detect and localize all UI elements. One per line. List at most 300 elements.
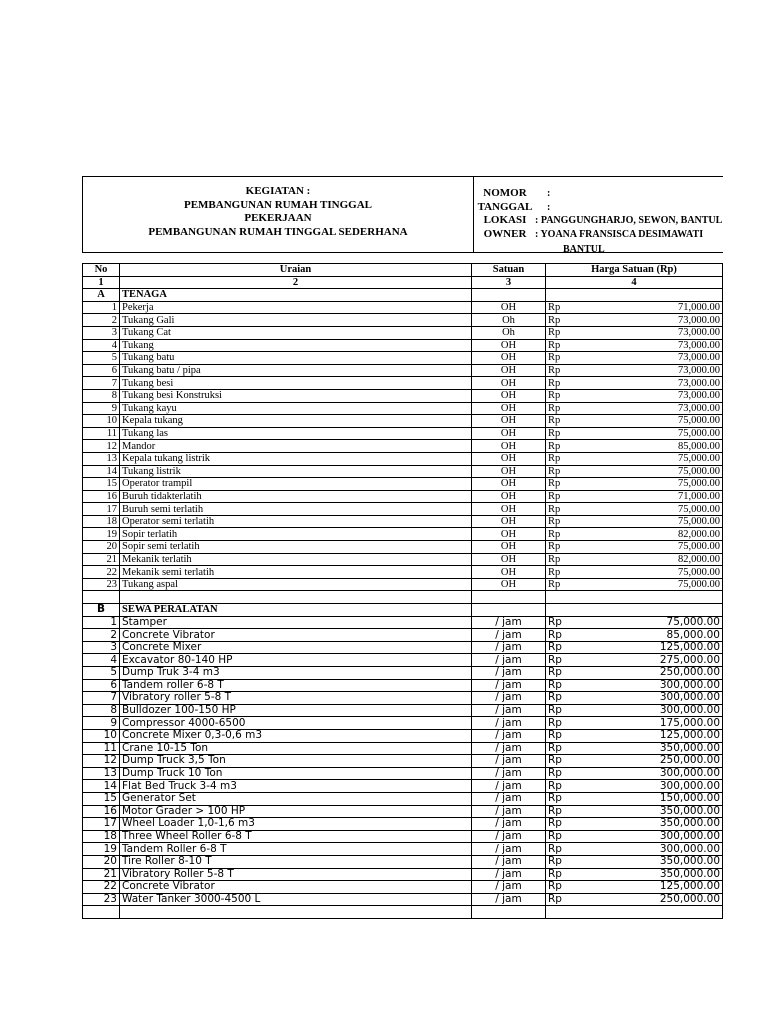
row-number: 4 [83,339,120,352]
row-harga [546,679,723,692]
currency-label: Rp [548,541,561,553]
row-satuan: / jam [472,792,546,805]
price-table [82,263,723,919]
row-harga [546,352,723,365]
row-satuan: / jam [472,868,546,881]
section-empty-satuan [472,289,546,302]
row-uraian: Tukang aspal [120,578,472,591]
price-value: 175,000.00 [659,716,720,729]
price-value: 73,000.00 [678,352,720,364]
price-value: 75,000.00 [666,616,720,628]
row-harga [546,667,723,680]
blank-row [83,906,723,919]
header-left [83,185,473,239]
row-harga [546,490,723,503]
row-uraian: Sopir semi terlatih [120,541,472,554]
row-number: 10 [83,415,120,428]
row-number: 2 [83,314,120,327]
currency-label: Rp [548,428,561,440]
price-table-body [83,264,723,919]
price-value: 75,000.00 [678,453,720,465]
row-satuan: OH [472,427,546,440]
section-title: SEWA PERALATAN [120,604,472,617]
col-no-number: 1 [83,276,120,289]
currency-label: Rp [548,691,562,704]
table-row [83,452,723,465]
price-value: 85,000.00 [666,628,720,641]
row-number: 15 [83,478,120,491]
row-satuan: OH [472,578,546,591]
row-satuan: OH [472,339,546,352]
price-value: 250,000.00 [659,754,720,767]
table-row [83,805,723,818]
row-harga [546,415,723,428]
row-harga [546,515,723,528]
row-satuan: OH [472,352,546,365]
price-value: 300,000.00 [659,704,720,717]
row-number: 13 [83,452,120,465]
row-harga [546,830,723,843]
row-satuan: / jam [472,729,546,742]
owner-value-cont: BANTUL [563,244,605,255]
section-code: A [83,289,120,302]
row-uraian: Compressor 4000-6500 [120,717,472,730]
currency-label: Rp [548,628,562,641]
table-row [83,440,723,453]
row-number: 15 [83,792,120,805]
row-number: 9 [83,717,120,730]
table-row [83,742,723,755]
currency-label: Rp [548,779,562,792]
row-satuan: / jam [472,616,546,629]
currency-label: Rp [548,415,561,427]
price-value: 85,000.00 [678,440,720,452]
currency-label: Rp [548,754,562,767]
row-harga [546,843,723,856]
owner-value: : YOANA FRANSISCA DESIMAWATI [535,228,704,240]
blank-cell [120,591,472,604]
currency-label: Rp [548,817,562,830]
row-uraian: Kepala tukang [120,415,472,428]
row-harga [546,402,723,415]
row-harga [546,868,723,881]
row-satuan: Oh [472,326,546,339]
table-row [83,818,723,831]
row-satuan: / jam [472,641,546,654]
row-satuan: / jam [472,767,546,780]
owner-row [477,228,727,242]
currency-label: Rp [548,704,562,717]
row-satuan: / jam [472,830,546,843]
table-row [83,792,723,805]
row-number: 11 [83,742,120,755]
row-number: 4 [83,654,120,667]
price-value: 300,000.00 [659,679,720,691]
table-row [83,843,723,856]
row-uraian: Tukang besi [120,377,472,390]
table-row [83,868,723,881]
table-row [83,893,723,906]
row-uraian: Wheel Loader 1,0-1,6 m3 [120,818,472,831]
row-harga [546,553,723,566]
table-row [83,881,723,894]
table-row [83,326,723,339]
row-satuan: / jam [472,692,546,705]
section-header-row [83,604,723,617]
row-uraian: Stamper [120,616,472,629]
row-number: 1 [83,616,120,629]
row-uraian: Tukang Cat [120,326,472,339]
price-value: 75,000.00 [678,428,720,440]
table-row [83,692,723,705]
tanggal-label: TANGGAL [477,200,533,213]
row-harga [546,692,723,705]
row-uraian: Concrete Mixer [120,641,472,654]
row-satuan: OH [472,452,546,465]
row-number: 14 [83,780,120,793]
row-number: 1 [83,301,120,314]
row-number: 5 [83,667,120,680]
currency-label: Rp [548,365,561,377]
currency-label: Rp [548,842,562,855]
section-header-row [83,289,723,302]
table-row [83,767,723,780]
currency-label: Rp [548,516,561,528]
kegiatan-label: KEGIATAN : [245,185,311,197]
col-no-header: No [83,264,120,277]
row-uraian: Vibratory Roller 5-8 T [120,868,472,881]
row-number: 8 [83,704,120,717]
currency-label: Rp [548,880,562,893]
blank-cell [83,906,120,919]
pekerjaan-value: PEMBANGUNAN RUMAH TINGGAL SEDERHANA [148,225,408,238]
row-uraian: Operator trampil [120,478,472,491]
row-satuan: / jam [472,654,546,667]
currency-label: Rp [548,490,561,502]
row-number: 18 [83,830,120,843]
row-harga [546,855,723,868]
nomor-label: NOMOR [483,187,527,199]
currency-label: Rp [548,742,562,754]
row-satuan: OH [472,402,546,415]
row-uraian: Mekanik terlatih [120,553,472,566]
row-harga [546,893,723,906]
table-row [83,541,723,554]
row-number: 12 [83,440,120,453]
row-number: 11 [83,427,120,440]
blank-cell [546,906,723,919]
price-value: 300,000.00 [659,691,720,704]
section-empty-harga [546,604,723,617]
section-code: B [83,604,120,617]
table-row [83,314,723,327]
currency-label: Rp [548,503,561,515]
owner-label: OWNER [483,227,527,240]
row-satuan: / jam [472,667,546,680]
header-right [477,187,727,257]
price-value: 250,000.00 [659,893,720,905]
row-satuan: / jam [472,893,546,906]
row-number: 23 [83,578,120,591]
currency-label: Rp [548,679,562,691]
row-harga [546,729,723,742]
table-row [83,402,723,415]
price-value: 250,000.00 [659,666,720,679]
table-row [83,830,723,843]
row-satuan: / jam [472,679,546,692]
kegiatan-value: PEMBANGUNAN RUMAH TINGGAL [183,198,373,211]
row-uraian: Bulldozer 100-150 HP [120,704,472,717]
row-harga [546,881,723,894]
row-number: 20 [83,541,120,554]
row-uraian: Buruh tidakterlatih [120,490,472,503]
section-title: TENAGA [120,289,472,302]
currency-label: Rp [548,339,561,351]
row-uraian: Sopir terlatih [120,528,472,541]
row-number: 6 [83,679,120,692]
price-value: 75,000.00 [678,566,720,578]
row-number: 8 [83,389,120,402]
column-number-row [83,276,723,289]
price-value: 150,000.00 [659,792,720,805]
price-value: 71,000.00 [678,302,720,314]
row-number: 22 [83,566,120,579]
table-row [83,704,723,717]
price-value: 75,000.00 [678,579,720,591]
row-uraian: Tukang batu / pipa [120,364,472,377]
lokasi-value: : PANGGUNGHARJO, SEWON, BANTUL [535,215,723,226]
currency-label: Rp [548,805,562,817]
row-harga [546,541,723,554]
row-number: 13 [83,767,120,780]
row-satuan: OH [472,515,546,528]
row-number: 19 [83,843,120,856]
row-satuan: / jam [472,818,546,831]
table-row [83,528,723,541]
row-satuan: Oh [472,314,546,327]
price-value: 125,000.00 [659,880,720,893]
table-row [83,641,723,654]
row-harga [546,780,723,793]
price-value: 73,000.00 [678,390,720,402]
row-satuan: OH [472,301,546,314]
row-harga [546,478,723,491]
row-uraian: Dump Truk 3-4 m3 [120,667,472,680]
row-uraian: Tukang Gali [120,314,472,327]
row-number: 6 [83,364,120,377]
row-uraian: Motor Grader > 100 HP [120,805,472,818]
row-number: 18 [83,515,120,528]
row-number: 10 [83,729,120,742]
row-uraian: Tandem Roller 6-8 T [120,843,472,856]
row-number: 23 [83,893,120,906]
row-satuan: / jam [472,704,546,717]
table-row [83,478,723,491]
currency-label: Rp [548,566,561,578]
currency-label: Rp [548,716,562,729]
currency-label: Rp [548,402,561,414]
price-value: 350,000.00 [659,817,720,830]
currency-label: Rp [548,302,561,314]
table-row [83,654,723,667]
row-uraian: Water Tanker 3000-4500 L [120,893,472,906]
blank-row [83,591,723,604]
table-row [83,679,723,692]
price-value: 71,000.00 [678,490,720,502]
currency-label: Rp [548,553,561,565]
price-value: 75,000.00 [678,478,720,490]
row-uraian: Concrete Vibrator [120,629,472,642]
price-value: 300,000.00 [659,830,720,843]
row-harga [546,339,723,352]
row-number: 22 [83,881,120,894]
currency-label: Rp [548,528,561,540]
row-harga [546,578,723,591]
row-harga [546,767,723,780]
price-value: 350,000.00 [659,868,720,880]
currency-label: Rp [548,868,562,880]
tanggal-value: : [547,201,551,213]
row-satuan: / jam [472,843,546,856]
row-uraian: Three Wheel Roller 6-8 T [120,830,472,843]
table-row [83,389,723,402]
header-box [82,176,723,253]
row-harga [546,427,723,440]
row-harga [546,440,723,453]
col-harga-header: Harga Satuan (Rp) [546,264,723,277]
table-row [83,465,723,478]
col-uraian-number: 2 [120,276,472,289]
currency-label: Rp [548,465,561,477]
price-value: 73,000.00 [678,377,720,389]
table-row [83,855,723,868]
row-uraian: Tukang kayu [120,402,472,415]
row-harga [546,503,723,516]
table-row [83,427,723,440]
blank-cell [83,591,120,604]
price-value: 75,000.00 [678,465,720,477]
currency-label: Rp [548,666,562,679]
table-row [83,729,723,742]
row-harga [546,326,723,339]
price-value: 73,000.00 [678,327,720,339]
row-number: 16 [83,490,120,503]
price-value: 82,000.00 [678,553,720,565]
row-harga [546,704,723,717]
row-satuan: OH [472,478,546,491]
pekerjaan-label: PEKERJAAN [244,212,312,224]
row-uraian: Dump Truck 3,5 Ton [120,755,472,768]
table-row [83,780,723,793]
row-number: 19 [83,528,120,541]
header-divider [473,177,474,252]
price-value: 73,000.00 [678,402,720,414]
row-satuan: / jam [472,855,546,868]
price-value: 300,000.00 [659,767,720,780]
price-value: 275,000.00 [659,653,720,666]
price-value: 350,000.00 [659,855,720,868]
table-row [83,566,723,579]
currency-label: Rp [548,767,562,780]
price-value: 300,000.00 [659,842,720,855]
row-uraian: Tukang listrik [120,465,472,478]
currency-label: Rp [548,440,561,452]
row-harga [546,629,723,642]
currency-label: Rp [548,616,562,628]
row-satuan: / jam [472,629,546,642]
row-harga [546,805,723,818]
currency-label: Rp [548,855,562,868]
row-number: 3 [83,641,120,654]
price-value: 75,000.00 [678,415,720,427]
currency-label: Rp [548,352,561,364]
row-number: 21 [83,868,120,881]
row-satuan: / jam [472,881,546,894]
row-satuan: / jam [472,742,546,755]
row-number: 20 [83,855,120,868]
currency-label: Rp [548,893,562,905]
col-uraian-header: Uraian [120,264,472,277]
currency-label: Rp [548,327,561,339]
row-harga [546,364,723,377]
row-satuan: / jam [472,755,546,768]
row-harga [546,641,723,654]
row-uraian: Pekerja [120,301,472,314]
blank-cell [120,906,472,919]
currency-label: Rp [548,830,562,843]
price-value: 82,000.00 [678,528,720,540]
table-row [83,364,723,377]
row-harga [546,755,723,768]
row-number: 3 [83,326,120,339]
price-value: 350,000.00 [659,742,720,754]
row-satuan: OH [472,415,546,428]
blank-cell [546,591,723,604]
col-satuan-number: 3 [472,276,546,289]
row-uraian: Tukang las [120,427,472,440]
currency-label: Rp [548,792,562,805]
row-satuan: / jam [472,780,546,793]
section-empty-harga [546,289,723,302]
row-uraian: Operator semi terlatih [120,515,472,528]
row-number: 17 [83,503,120,516]
row-satuan: / jam [472,805,546,818]
row-uraian: Vibratory roller 5-8 T [120,692,472,705]
row-harga [546,452,723,465]
nomor-value: : [547,188,551,199]
row-satuan: OH [472,541,546,554]
currency-label: Rp [548,390,561,402]
table-row [83,578,723,591]
row-harga [546,465,723,478]
row-satuan: / jam [472,717,546,730]
price-value: 73,000.00 [678,339,720,351]
row-number: 14 [83,465,120,478]
table-row [83,717,723,730]
currency-label: Rp [548,653,562,666]
nomor-row [477,187,727,201]
row-harga [546,616,723,629]
row-uraian: Mekanik semi terlatih [120,566,472,579]
row-number: 2 [83,629,120,642]
row-number: 7 [83,377,120,390]
row-harga [546,742,723,755]
currency-label: Rp [548,641,562,654]
row-satuan: OH [472,553,546,566]
row-number: 17 [83,818,120,831]
price-value: 73,000.00 [678,365,720,377]
row-number: 12 [83,755,120,768]
